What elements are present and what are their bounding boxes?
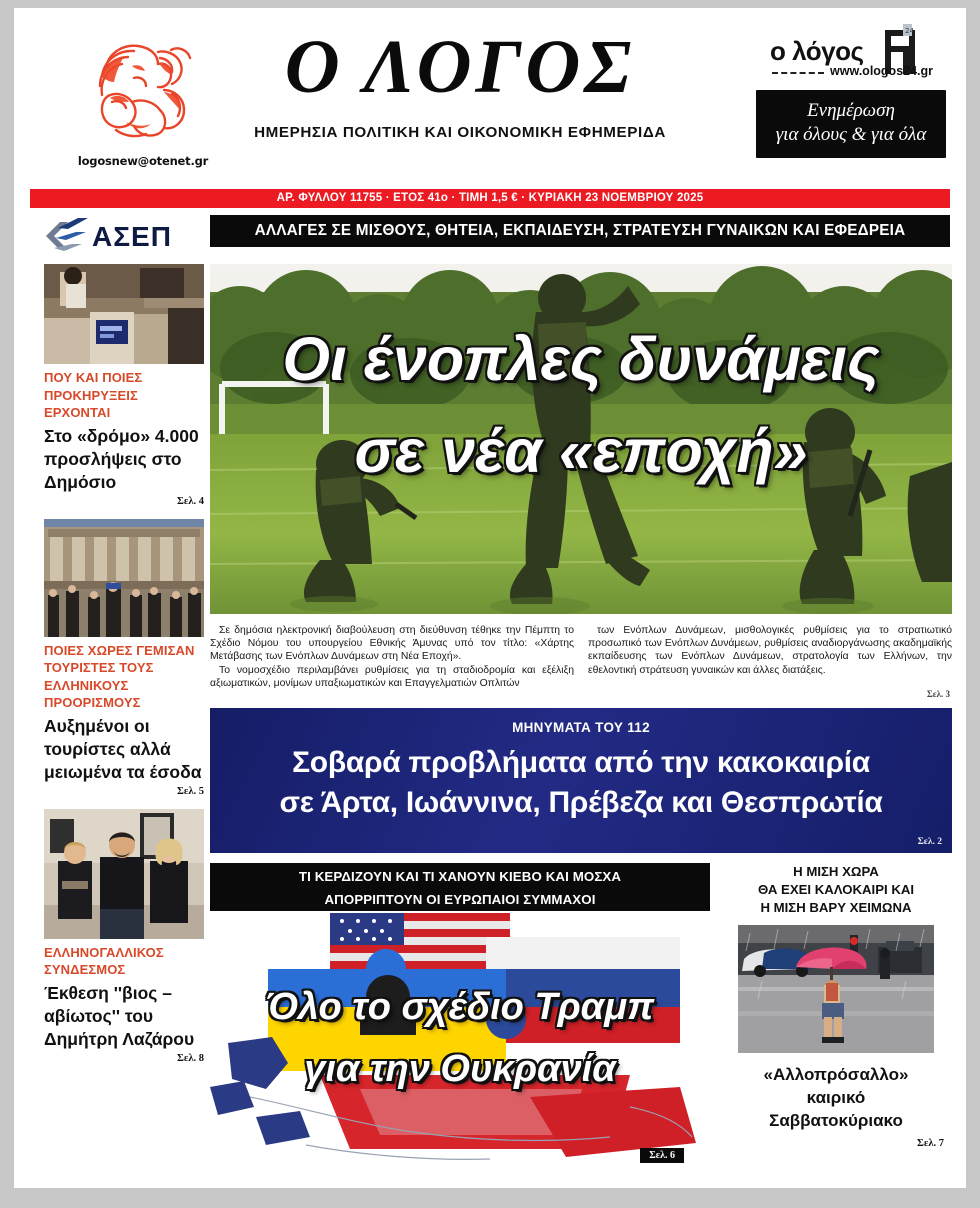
- weather-kicker-line1: Η ΜΙΣΗ ΧΩΡΑ: [793, 864, 879, 879]
- weather-headline-line1: «Αλλοπρόσαλλο»: [763, 1065, 909, 1084]
- weather-kicker-line2: ΘΑ ΕΧΕΙ ΚΑΛΟΚΑΙΡΙ ΚΑΙ: [757, 882, 915, 897]
- weather-alert-headline-line2: σε Άρτα, Ιωάννινα, Πρέβεζα και Θεσπρωτία: [279, 786, 883, 819]
- svg-text:24: 24: [905, 27, 914, 35]
- sidebar-story-1-kicker: ΠΟΥ ΚΑΙ ΠΟΙΕΣ ΠΡΟΚΗΡΥΞΕΙΣ ΕΡΧΟΝΤΑΙ: [44, 370, 143, 420]
- sidebar-story-3-ref: Σελ. 8: [176, 1052, 204, 1064]
- brand-url[interactable]: www.ologos24.gr: [830, 64, 934, 78]
- ukraine-banner-line2: ΑΠΟΡΡΙΠΤΟΥΝ ΟΙ ΕΥΡΩΠΑΙΟΙ ΣΥΜΜΑΧΟΙ: [324, 892, 596, 907]
- sidebar-story-1-ref: Σελ. 4: [176, 495, 204, 507]
- weather-headline-line2: καιρικό: [806, 1088, 866, 1107]
- brand-slogan-line2: για όλους & για όλα: [775, 124, 927, 145]
- weather-headline-line3: Σαββατοκύριακο: [769, 1111, 903, 1130]
- sidebar-story-1[interactable]: [44, 264, 204, 507]
- lead-headline: [210, 320, 952, 490]
- ukraine-headline-line1: Όλο το σχέδιο Τραμπ: [265, 986, 655, 1028]
- lead-body-text: [210, 624, 952, 702]
- weather-alert-box[interactable]: [210, 708, 952, 853]
- lead-ref: Σελ. 3: [926, 688, 950, 699]
- lead-body-column-2: [588, 624, 952, 702]
- weather-kicker-line3: Η ΜΙΣΗ ΒΑΡΥ ΧΕΙΜΩΝΑ: [760, 900, 912, 915]
- lead-body-col2-p1: των Ενόπλων Δυνάμεων, μισθολογικές ρυθμίσεις για το στρατιωτικό προσωπικό των Ενόπλων Δυνάμεων, ρυθμίσεις αναδιοργάνωσης ακαδημαϊκής εκπαίδευσης των Ενόπλων Δυνάμεων, στρατολογία των Ελλήνων, την εθελοντική στράτευση γυναικών και άλλες διατάξεις.: [588, 625, 952, 676]
- ukraine-headline: [210, 981, 710, 1095]
- sidebar-story-3-headline: Έκθεση ''βιος – αβίωτος'' του Δημήτρη Λαζάρου: [44, 982, 195, 1049]
- ukraine-story[interactable]: [210, 863, 710, 1173]
- logo-classical-figures-icon: [72, 32, 212, 152]
- sidebar-story-3-kicker: ΕΛΛΗΝΟΓΑΛΛΙΚΟΣ ΣΥΝΔΕΣΜΟΣ: [44, 944, 164, 977]
- issue-info-bar: ΑΡ. ΦΥΛΛΟΥ 11755 · ΕΤΟΣ 41ο · ΤΙΜΗ 1,5 € · ΚΥΡΙΑΚΗ 23 ΝΟΕΜΒΡΙΟΥ 2025: [30, 189, 950, 208]
- weather-alert-ref: Σελ. 2: [917, 837, 942, 847]
- acropolis-tourists-photo: [44, 519, 204, 637]
- weekend-weather-story[interactable]: [720, 863, 952, 1173]
- lead-headline-line2: σε νέα «εποχή»: [354, 417, 808, 485]
- asep-logo: [44, 216, 204, 256]
- brand-slogan: [756, 90, 946, 158]
- weather-headline: [720, 1063, 952, 1132]
- sidebar-story-3[interactable]: [44, 809, 204, 1064]
- title-block: [225, 24, 695, 141]
- woman-with-pink-umbrella-rain-photo: [738, 925, 934, 1053]
- lead-story[interactable]: [210, 264, 952, 614]
- page-title: Ο ΛΟΓΟΣ: [284, 25, 636, 109]
- ologos24-logo[interactable]: [756, 24, 946, 86]
- paper-subtitle: ΗΜΕΡΗΣΙΑ ΠΟΛΙΤΙΚΗ ΚΑΙ ΟΙΚΟΝΟΜΙΚΗ ΕΦΗΜΕΡΙΔΑ: [254, 124, 666, 141]
- sidebar-story-2-ref: Σελ. 5: [176, 785, 204, 797]
- brand-divider: [772, 72, 824, 74]
- weather-alert-kicker: ΜΗΝΥΜΑΤΑ ΤΟΥ 112: [512, 720, 650, 735]
- contact-email: logosnew@otenet.gr: [77, 154, 209, 168]
- left-sidebar: [44, 264, 204, 1076]
- sidebar-story-1-headline: Στο «δρόμο» 4.000 προσλήψεις στο Δημόσιο: [44, 425, 199, 492]
- ukraine-headline-line2: για την Ουκρανία: [304, 1048, 616, 1090]
- masthead: [30, 18, 950, 183]
- weather-alert-headline: [210, 743, 952, 823]
- lead-body-column-1: [210, 624, 574, 702]
- asep-arrows-icon: [44, 216, 92, 256]
- top-banner: ΑΛΛΑΓΕΣ ΣΕ ΜΙΣΘΟΥΣ, ΘΗΤΕΙΑ, ΕΚΠΑΙΔΕΥΣΗ, ΣΤΡΑΤΕΥΣΗ ΓΥΝΑΙΚΩΝ ΚΑΙ ΕΦΕΔΡΕΙΑ: [210, 215, 950, 247]
- ukraine-banner-line1: ΤΙ ΚΕΡΔΙΖΟΥΝ ΚΑΙ ΤΙ ΧΑΝΟΥΝ ΚΙΕΒΟ ΚΑΙ ΜΟΣΧΑ: [298, 869, 622, 884]
- weather-alert-headline-line1: Σοβαρά προβλήματα από την κακοκαιρία: [292, 746, 870, 779]
- brand-wordmark: ο λόγος: [770, 36, 864, 66]
- weather-kicker: [720, 863, 952, 917]
- sidebar-story-2-kicker: ΠΟΙΕΣ ΧΩΡΕΣ ΓΕΜΙΣΑΝ ΤΟΥΡΙΣΤΕΣ ΤΟΥΣ ΕΛΛΗΝΙΚΟΥΣ ΠΡΟΟΡΙΣΜΟΥΣ: [44, 642, 195, 710]
- ukraine-ref: Σελ. 6: [640, 1148, 684, 1163]
- sidebar-story-2-headline: Αυξημένοι οι τουρίστες αλλά μειωμένα τα έσοδα: [44, 715, 202, 782]
- brand-box: [756, 24, 946, 158]
- weather-ref: Σελ. 7: [916, 1138, 944, 1149]
- lead-body-col1-p2: Το νομοσχέδιο περιλαμβάνει ρυθμίσεις για τη σταδιοδρομία και εξέλιξη αξιωματικών, μονίμων υπαξιωματικών και Επαγγελματιών Οπλιτών: [210, 664, 574, 689]
- brand-slogan-line1: Ενημέρωση: [807, 100, 895, 121]
- asep-label: ΑΣΕΠ: [92, 221, 172, 252]
- lead-headline-line1: Οι ένοπλες δυνάμεις: [282, 325, 880, 393]
- newspaper-front-page: [14, 8, 966, 1188]
- exhibition-group-photo: [44, 809, 204, 939]
- ukraine-banner: [210, 863, 710, 911]
- office-workers-photo: [44, 264, 204, 364]
- sidebar-story-2[interactable]: [44, 519, 204, 797]
- lead-body-col1-p1: Σε δημόσια ηλεκτρονική διαβούλευση στη διεύθυνση τέθηκε την Πέμπτη το Σχέδιο Νόμου του υπουργείου Εθνικής Άμυνας υπό τον τίτλο: «Χάρτης Μετάβασης των Ενόπλων Δυνάμεων στη Νέα Εποχή».: [210, 625, 574, 663]
